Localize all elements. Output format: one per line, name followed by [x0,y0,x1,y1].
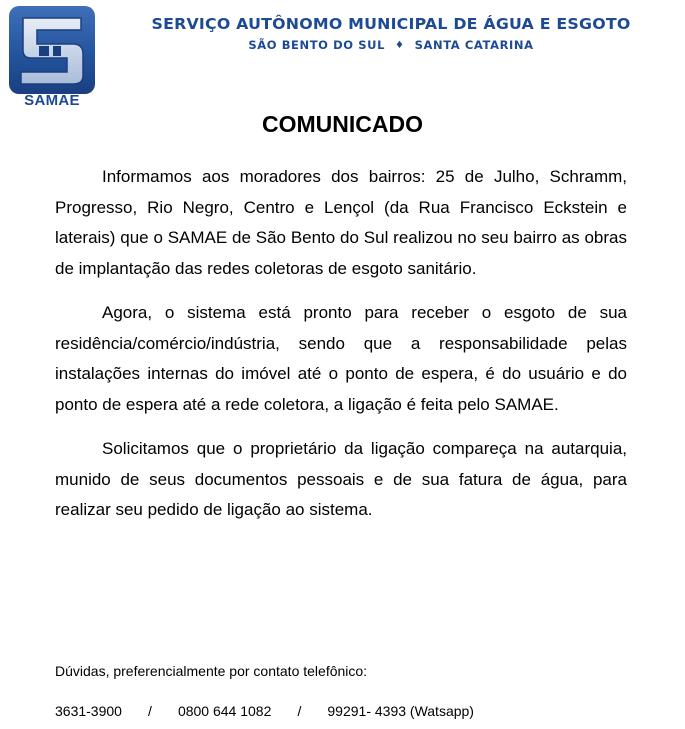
logo-text: SAMAE [24,92,80,109]
org-name: SERVIÇO AUTÔNOMO MUNICIPAL DE ÁGUA E ESGOTO [151,15,631,33]
org-header [108,14,674,56]
diamond-separator-icon: ♦ [395,40,405,51]
phone-number: 3631-3900 [55,703,122,719]
page-title: COMUNICADO [262,111,423,137]
paragraph: Solicitamos que o proprietário da ligação compareça na autarquia, munido de seus documentos pessoais e de sua fatura de água, para realizar seu pedido de ligação ao sistema. [55,439,627,519]
org-location [108,36,674,56]
contact-label: Dúvidas, preferencialmente por contato telefônico: [55,663,368,679]
paragraph: Agora, o sistema está pronto para receber o esgoto de sua residência/comércio/indústria, sendo que a responsabilidade pelas instalações internas do imóvel até o ponto de espera, é do usuário e do ponto de espera até a rede coletora, a ligação é feita pelo SAMAE. [55,303,627,414]
phone-number: 99291- 4393 (Watsapp) [327,703,474,719]
paragraph: Informamos aos moradores dos bairros: 25 de Julho, Schramm, Progresso, Rio Negro, Centro e Lençol (da Rua Francisco Eckstein e laterais) que o SAMAE de São Bento do Sul realizou no seu bairro as obras de implantação das redes coletoras de esgoto sanitário. [55,167,627,278]
s-pipe-icon [9,6,95,94]
state-name: SANTA CATARINA [414,38,534,52]
phone-separator: / [148,703,152,719]
notice-body [55,162,627,540]
samae-logo [9,6,95,110]
city-name: SÃO BENTO DO SUL [248,38,386,52]
phone-separator: / [297,703,302,719]
contact-phones [55,701,474,721]
phone-number: 0800 644 1082 [177,703,272,719]
logo-emblem [9,6,95,94]
